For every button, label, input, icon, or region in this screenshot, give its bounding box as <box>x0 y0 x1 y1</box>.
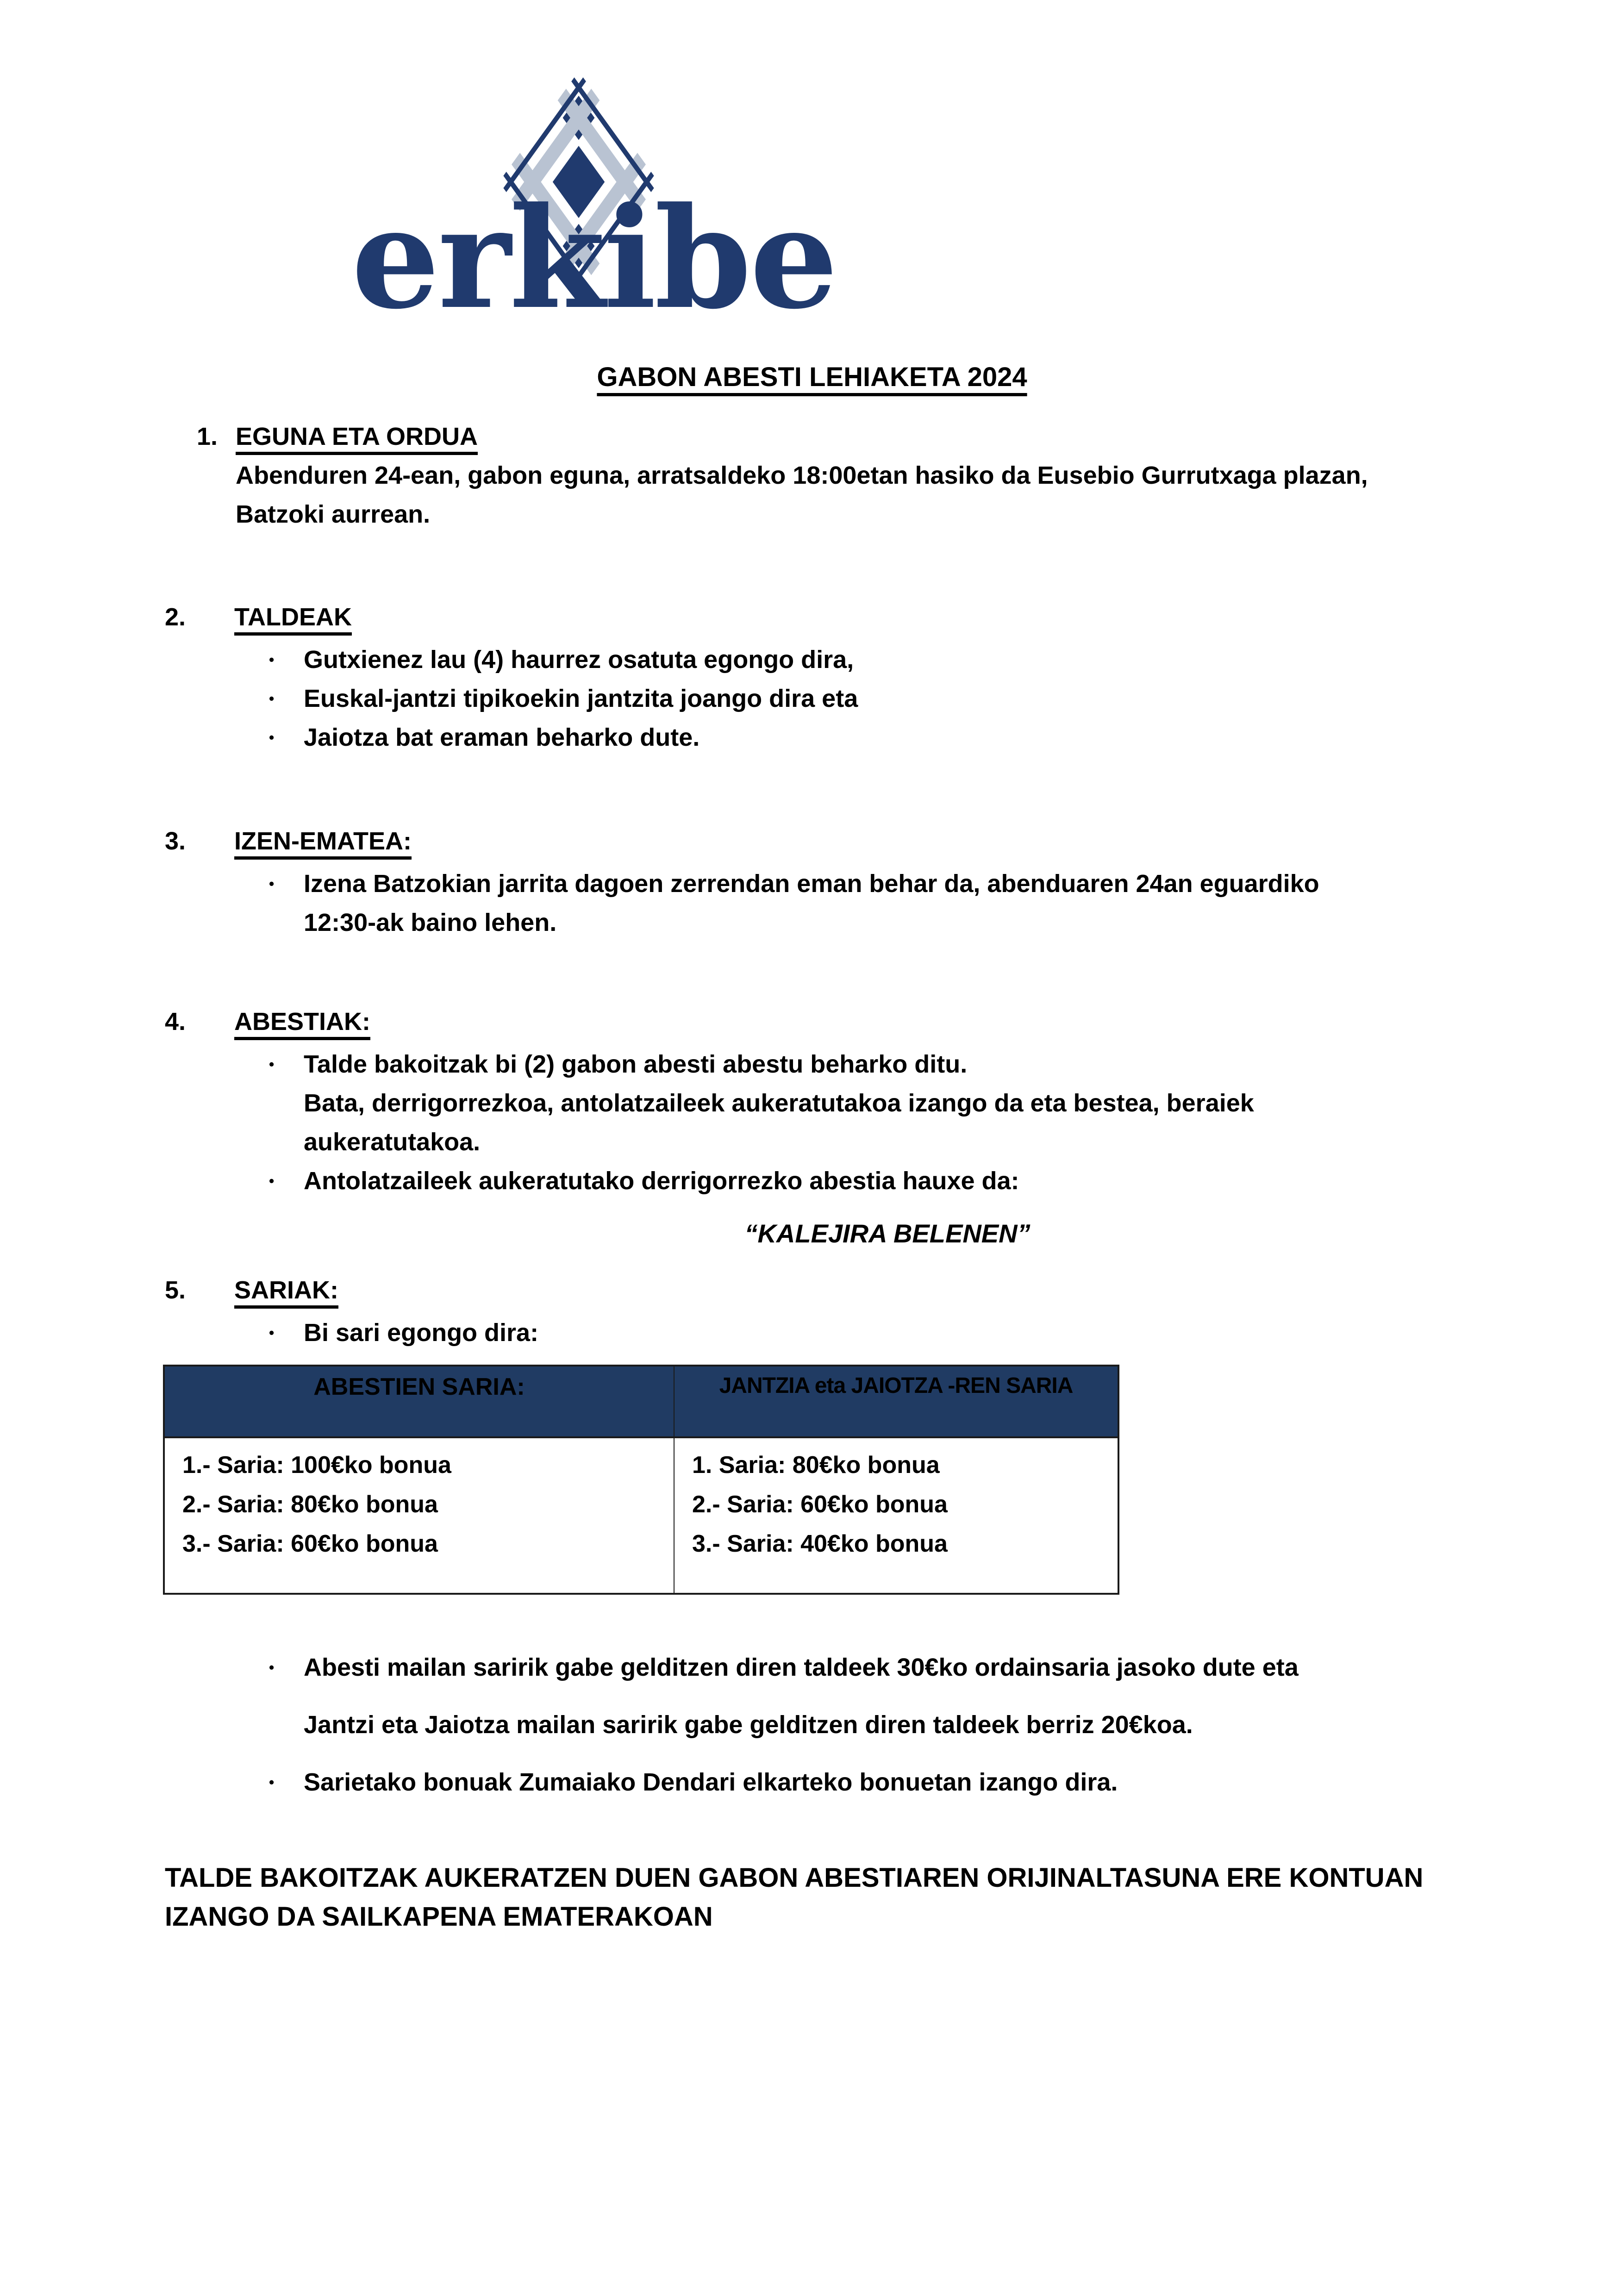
section-heading-row <box>165 1002 1624 1041</box>
bullet-text: Bata, derrigorrezkoa, antolatzaileek aukeratutakoa izango da eta bestea, beraiek <box>304 1089 1254 1117</box>
section-sariak <box>0 1271 1624 1352</box>
section-number: 4. <box>165 1008 186 1036</box>
section-number: 1. <box>197 423 218 450</box>
prize-line: 3.- Saria: 40€ko bonua <box>692 1530 948 1557</box>
section-taldeak <box>0 598 1624 757</box>
note-text: Sarietako bonuak Zumaiako Dendari elkarteko bonuetan izango dira. <box>304 1768 1118 1796</box>
bullet-text: Gutxienez lau (4) haurrez osatuta egongo dira, <box>304 646 854 674</box>
bullet-icon: • <box>269 651 275 668</box>
list-item <box>269 1045 1624 1161</box>
column-header-jantzia-jaiotza: JANTZIA eta JAIOTZA -REN SARIA <box>674 1366 1118 1437</box>
bullet-icon: • <box>269 1056 275 1073</box>
closing-line: TALDE BAKOITZAK AUKERATZEN DUEN GABON ABESTIAREN ORIJINALTASUNA ERE KONTUAN <box>165 1863 1424 1893</box>
section-heading-row <box>165 598 1624 636</box>
prizes-table <box>163 1365 1119 1595</box>
bullet-icon: • <box>269 729 275 746</box>
bullet-text: aukeratutakoa. <box>304 1128 481 1156</box>
prize-line: 2.- Saria: 80€ko bonua <box>182 1491 438 1518</box>
table-row <box>164 1437 1118 1594</box>
list-item <box>269 1313 1624 1352</box>
table-header-row <box>164 1366 1118 1437</box>
list-item <box>269 1648 1624 1744</box>
table-cell-song-prizes <box>164 1437 674 1594</box>
bullet-icon: • <box>269 1774 275 1791</box>
section-izen-ematea <box>0 822 1624 942</box>
section-abestiak <box>0 1002 1624 1253</box>
section-body <box>236 456 1624 534</box>
section-heading-row <box>165 1271 1624 1310</box>
section-eguna-eta-ordua <box>0 417 1624 534</box>
closing-line: IZANGO DA SAILKAPENA EMATERAKOAN <box>165 1902 713 1932</box>
body-line: Abenduren 24-ean, gabon eguna, arratsaldeko 18:00etan hasiko da Eusebio Gurrutxaga plazan, <box>236 462 1368 489</box>
section-number: 5. <box>165 1276 186 1304</box>
bullet-icon: • <box>269 1173 275 1189</box>
prize-line: 2.- Saria: 60€ko bonua <box>692 1491 948 1518</box>
list-item <box>269 1763 1624 1802</box>
list-item <box>269 864 1624 942</box>
bullet-list <box>0 864 1624 942</box>
note-text: Abesti mailan saririk gabe gelditzen diren taldeek 30€ko ordainsaria jasoko dute eta <box>304 1653 1299 1681</box>
bullet-icon: • <box>269 875 275 892</box>
bullet-list <box>0 1045 1624 1200</box>
section-heading: IZEN-EMATEA: <box>234 827 412 855</box>
bullet-text: Izena Batzokian jarrita dagoen zerrendan eman behar da, abenduaren 24an eguardiko <box>304 870 1319 898</box>
notes-list <box>0 1648 1624 1802</box>
bullet-list <box>0 640 1624 757</box>
prize-line: 1. Saria: 80€ko bonua <box>692 1452 940 1479</box>
bullet-icon: • <box>269 690 275 707</box>
page-title-text: GABON ABESTI LEHIAKETA 2024 <box>597 362 1027 392</box>
closing-statement <box>165 1859 1554 1936</box>
section-heading-row <box>165 822 1624 861</box>
column-header-abestien-saria: ABESTIEN SARIA: <box>164 1366 674 1437</box>
note-text: Jantzi eta Jaiotza mailan saririk gabe gelditzen diren taldeek berriz 20€koa. <box>304 1711 1193 1739</box>
bullet-list <box>0 1313 1624 1352</box>
bullet-icon: • <box>269 1659 275 1676</box>
bullet-text: Antolatzaileek aukeratutako derrigorrezko abestia hauxe da: <box>304 1167 1019 1195</box>
body-line: Batzoki aurrean. <box>236 500 431 528</box>
prize-line: 3.- Saria: 60€ko bonua <box>182 1530 438 1557</box>
bullet-icon: • <box>269 1324 275 1341</box>
list-item <box>269 1161 1624 1200</box>
bullet-text: Bi sari egongo dira: <box>304 1319 539 1347</box>
section-heading-row <box>197 417 1624 456</box>
section-heading: TALDEAK <box>234 603 352 631</box>
list-item <box>269 640 1624 679</box>
list-item <box>269 718 1624 757</box>
section-number: 2. <box>165 603 186 631</box>
prize-line: 1.- Saria: 100€ko bonua <box>182 1452 451 1479</box>
section-heading: SARIAK: <box>234 1276 338 1304</box>
page-title <box>0 358 1624 397</box>
bullet-text: Talde bakoitzak bi (2) gabon abesti abestu beharko ditu. <box>304 1050 968 1078</box>
bullet-text: Euskal-jantzi tipikoekin jantzita joango dira eta <box>304 685 858 712</box>
logo-wordmark: erkibe <box>351 176 837 340</box>
bullet-text: Jaiotza bat eraman beharko dute. <box>304 724 700 751</box>
section-heading: ABESTIAK: <box>234 1008 370 1036</box>
section-number: 3. <box>165 827 186 855</box>
list-item <box>269 679 1624 718</box>
bullet-text: 12:30-ak baino lehen. <box>304 909 557 936</box>
table-cell-costume-prizes <box>674 1437 1118 1594</box>
section-heading: EGUNA ETA ORDUA <box>236 423 478 450</box>
mandatory-song-title: “KALEJIRA BELENEN” <box>744 1219 1031 1248</box>
